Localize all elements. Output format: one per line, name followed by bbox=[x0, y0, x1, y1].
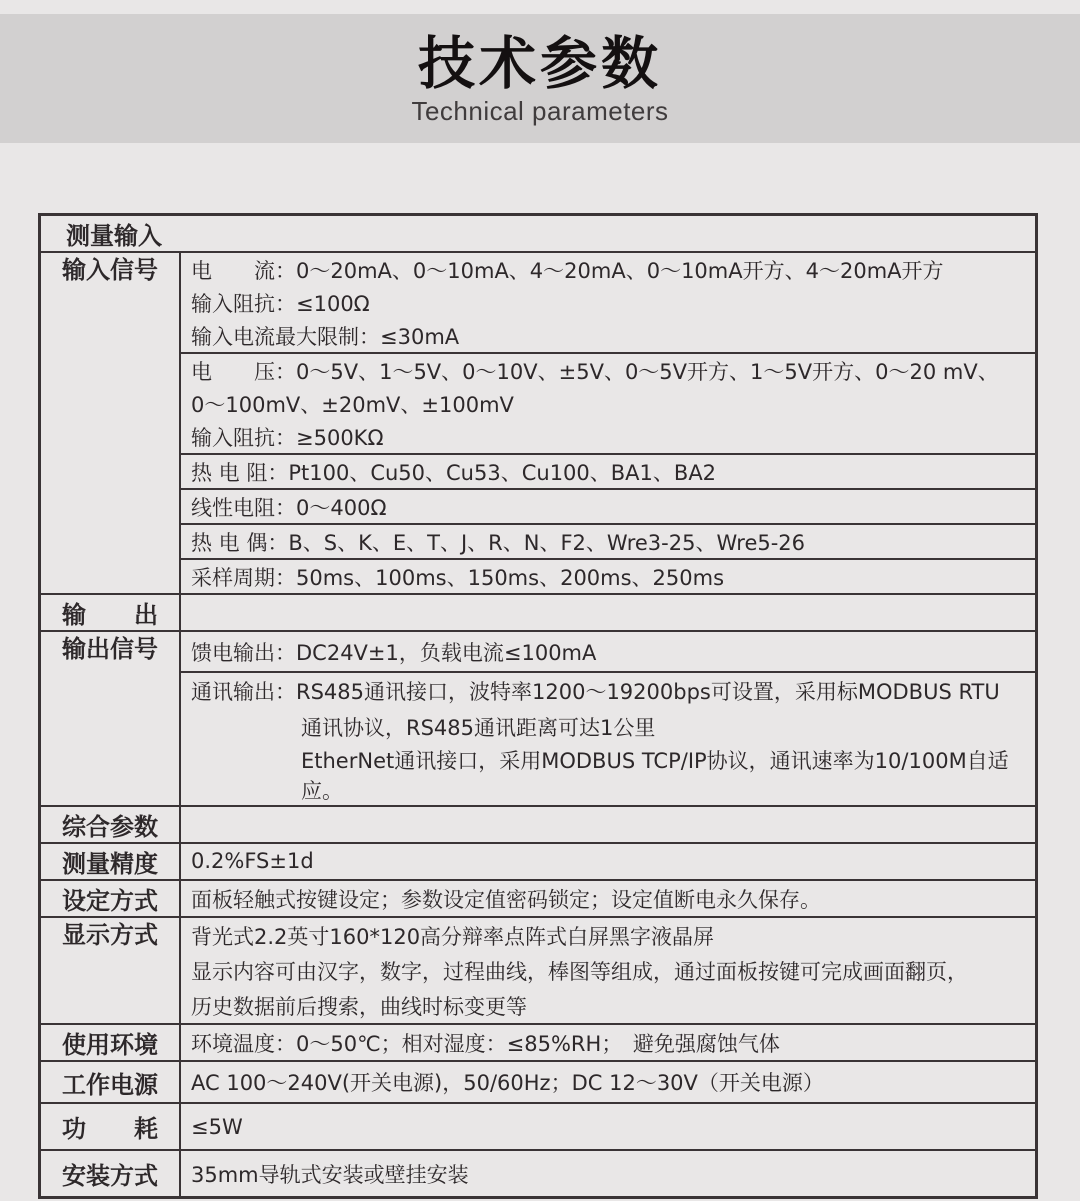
row-label-text: 输 出 bbox=[62, 601, 158, 629]
content-group bbox=[181, 918, 1035, 1023]
content-line: 显示内容可由汉字，数字，过程曲线，棒图等组成，通过面板按键可完成画面翻页， bbox=[191, 959, 968, 984]
page-title: 技术参数 bbox=[418, 31, 662, 98]
content-line: 0～100mV、±20mV、±100mV bbox=[191, 392, 514, 417]
row-label-text: 测量精度 bbox=[62, 850, 158, 878]
row-label-text: 输入信号 bbox=[62, 256, 158, 284]
row-content bbox=[181, 1025, 1035, 1060]
row-content bbox=[181, 253, 1035, 593]
content-group bbox=[181, 1025, 1035, 1060]
row-label bbox=[41, 1151, 181, 1196]
content-line: AC 100～240V(开关电源)，50/60Hz；DC 12～30V（开关电源） bbox=[191, 1071, 824, 1095]
row-label bbox=[41, 1025, 181, 1060]
row-label-text: 功 耗 bbox=[62, 1115, 158, 1143]
table-row bbox=[41, 595, 1035, 632]
content-group bbox=[181, 881, 1035, 916]
section-label: 测量输入 bbox=[66, 222, 162, 250]
content-line: 电 压：0～5V、1～5V、0～10V、±5V、0～5V开方、1～5V开方、0～20 mV、 bbox=[191, 359, 999, 384]
table-row bbox=[41, 1025, 1035, 1062]
content-group bbox=[181, 352, 1035, 453]
content-line bbox=[181, 595, 1035, 628]
row-label bbox=[41, 918, 181, 1023]
row-content bbox=[181, 595, 1035, 630]
content-line: 背光式2.2英寸160*120高分辩率点阵式白屏黑字液晶屏 bbox=[191, 924, 715, 949]
row-label bbox=[41, 595, 181, 630]
row-content bbox=[181, 1104, 1035, 1149]
spec-table bbox=[38, 213, 1038, 1199]
table-row bbox=[41, 881, 1035, 918]
content-line: EtherNet通讯接口，采用MODBUS TCP/IP协议，通讯速率为10/100M自适应。 bbox=[301, 749, 1009, 803]
row-label bbox=[41, 632, 181, 805]
title-band bbox=[0, 14, 1080, 143]
content-group bbox=[181, 632, 1035, 671]
content-group bbox=[181, 453, 1035, 488]
content-group bbox=[181, 523, 1035, 558]
content-group bbox=[181, 488, 1035, 523]
content-line bbox=[181, 807, 1035, 838]
content-line: 热 电 阻：Pt100、Cu50、Cu53、Cu100、BA1、BA2 bbox=[191, 460, 717, 485]
content-line: 输入电流最大限制：≤30mA bbox=[191, 324, 460, 349]
content-line: 历史数据前后搜索，曲线时标变更等 bbox=[191, 994, 527, 1019]
content-line: 通讯输出：RS485通讯接口，波特率1200～19200bps可设置，采用标MODBUS RTU bbox=[191, 680, 1000, 704]
content-line: 输入阻抗：≤100Ω bbox=[191, 291, 370, 316]
content-line: ≤5W bbox=[191, 1114, 243, 1139]
row-content bbox=[181, 918, 1035, 1023]
content-line: 0.2%FS±1d bbox=[191, 848, 314, 873]
content-group bbox=[181, 558, 1035, 593]
row-content bbox=[181, 1151, 1035, 1196]
row-label bbox=[41, 844, 181, 879]
row-content bbox=[181, 881, 1035, 916]
row-label-text: 综合参数 bbox=[62, 813, 158, 841]
row-label-text: 输出信号 bbox=[62, 635, 158, 663]
table-row bbox=[41, 918, 1035, 1025]
row-label-text: 安装方式 bbox=[62, 1162, 158, 1190]
content-group bbox=[181, 844, 1035, 877]
content-group bbox=[181, 1104, 1035, 1149]
row-label-text: 使用环境 bbox=[62, 1031, 158, 1059]
row-label bbox=[41, 807, 181, 842]
row-content bbox=[181, 1062, 1035, 1102]
content-group bbox=[181, 253, 1035, 352]
page-subtitle: Technical parameters bbox=[411, 96, 669, 127]
table-row bbox=[41, 1104, 1035, 1151]
content-line: 通讯协议，RS485通讯距离可达1公里 bbox=[301, 716, 656, 740]
row-label-text: 设定方式 bbox=[62, 887, 158, 915]
table-row bbox=[41, 844, 1035, 881]
table-row bbox=[41, 1062, 1035, 1104]
row-label-text: 显示方式 bbox=[62, 921, 158, 949]
row-content bbox=[181, 807, 1035, 842]
content-line: 馈电输出：DC24V±1，负载电流≤100mA bbox=[191, 640, 597, 665]
content-line: 电 流：0～20mA、0～10mA、4～20mA、0～10mA开方、4～20mA开方 bbox=[191, 258, 944, 283]
content-group bbox=[181, 671, 1035, 805]
content-line: 输入阻抗：≥500KΩ bbox=[191, 425, 384, 450]
content-group bbox=[181, 1151, 1035, 1196]
content-line: 采样周期：50ms、100ms、150ms、200ms、250ms bbox=[191, 565, 725, 590]
row-label bbox=[41, 1104, 181, 1149]
row-label bbox=[41, 881, 181, 916]
row-label bbox=[41, 253, 181, 593]
table-row bbox=[41, 253, 1035, 595]
row-content bbox=[181, 844, 1035, 879]
content-line: 环境温度：0～50℃；相对湿度：≤85%RH； 避免强腐蚀气体 bbox=[191, 1031, 780, 1056]
row-content bbox=[181, 632, 1035, 805]
content-group bbox=[181, 1062, 1035, 1102]
content-line: 热 电 偶：B、S、K、E、T、J、R、N、F2、Wre3-25、Wre5-26 bbox=[191, 530, 806, 555]
row-label-text: 工作电源 bbox=[62, 1070, 158, 1099]
table-row bbox=[41, 216, 1035, 253]
row-label bbox=[41, 1062, 181, 1102]
table-row bbox=[41, 807, 1035, 844]
content-line: 面板轻触式按键设定；参数设定值密码锁定；设定值断电永久保存。 bbox=[191, 887, 821, 912]
content-line: 线性电阻：0～400Ω bbox=[191, 495, 387, 520]
table-row bbox=[41, 1151, 1035, 1196]
content-line: 35mm导轨式安装或壁挂安装 bbox=[191, 1162, 469, 1187]
table-row bbox=[41, 632, 1035, 807]
